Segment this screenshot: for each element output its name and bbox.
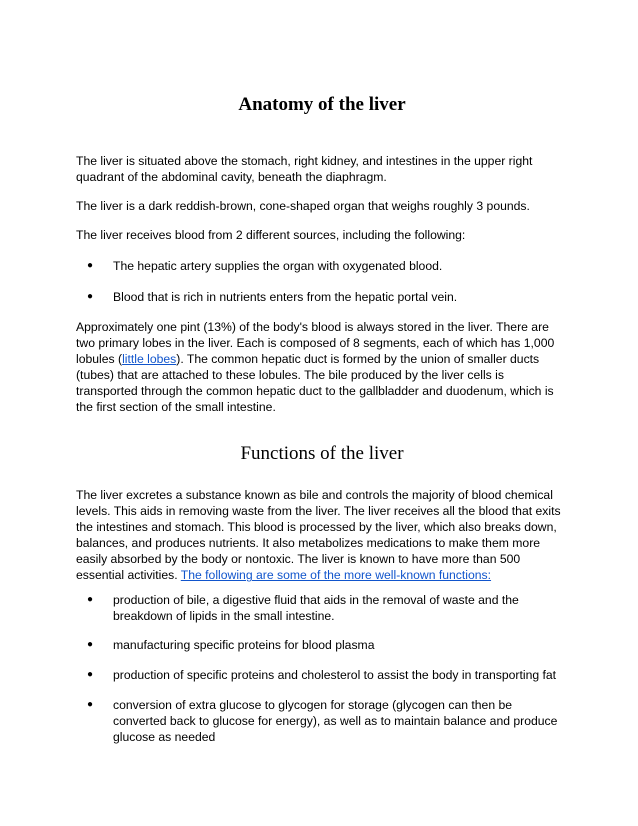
- bullet-list-functions-3: [76, 667, 568, 683]
- list-item-text: The hepatic artery supplies the organ with oxygenated blood.: [113, 259, 443, 273]
- text-run: ). The common hepatic duct is formed by the union of smaller ducts (tubes) that are attached to these lobules. The bile produced by the liver cells is transported through the common hepatic duct to the gallbladder and duodenum, which is the first section of the small intestine.: [76, 352, 554, 415]
- list-item-text: conversion of extra glucose to glycogen for storage (glycogen can then be converted back to glucose for energy), as well as to maintain balance and produce glucose as needed: [113, 698, 558, 745]
- bullet-list-functions-4: [76, 697, 568, 745]
- heading-anatomy: Anatomy of the liver: [238, 94, 406, 115]
- bullet-icon: ●: [87, 669, 94, 680]
- bullet-icon: ●: [87, 639, 94, 650]
- list-item-text: Blood that is rich in nutrients enters from the hepatic portal vein.: [113, 290, 458, 304]
- bullet-list-blood-sources-2: [76, 289, 568, 305]
- list-item-text: production of specific proteins and cholesterol to assist the body in transporting fat: [113, 668, 557, 682]
- bullet-icon: ●: [87, 594, 94, 605]
- paragraph-text: The liver receives blood from 2 different sources, including the following:: [76, 228, 466, 242]
- list-item: [76, 592, 568, 624]
- list-item-text: production of bile, a digestive fluid that aids in the removal of waste and the breakdown of lipids in the small intestine.: [113, 593, 519, 624]
- text-run: Approximately one pint (13%) of the body's blood is always stored in the liver. There are two primary lobes in the liver. Each is composed of 8 segments, each of which has 1,000 lobules (: [76, 320, 555, 367]
- bullet-icon: ●: [87, 291, 94, 302]
- list-item: [76, 697, 568, 745]
- bullet-icon: ●: [87, 260, 94, 271]
- paragraph-text: [76, 319, 568, 416]
- bullet-list-blood-sources: [76, 258, 568, 274]
- list-item: [76, 637, 568, 653]
- paragraph-location: [76, 153, 568, 185]
- paragraph-appearance: [76, 198, 568, 214]
- paragraph-text: The liver is situated above the stomach, right kidney, and intestines in the upper right quadrant of the abdominal cavity, beneath the diaphragm.: [76, 154, 533, 185]
- link-well-known-functions[interactable]: The following are some of the more well-known functions:: [180, 568, 492, 583]
- paragraph-functions: [76, 487, 568, 584]
- link-little-lobes[interactable]: little lobes: [122, 352, 177, 367]
- paragraph-lobes: [76, 319, 568, 416]
- bullet-icon: ●: [87, 699, 94, 710]
- text-run: The liver excretes a substance known as bile and controls the majority of blood chemical levels. This aids in removing waste from the liver. The liver receives all the blood that exits the intestines and stomach. This blood is processed by the liver, which also breaks down, balances, and produces nutrients. It also metabolizes medications to make them more easily absorbed by the body or nontoxic. The liver is known to have more than 500 essential activities.: [76, 488, 561, 583]
- paragraph-blood-sources: [76, 227, 568, 243]
- list-item: [76, 289, 568, 305]
- paragraph-text: The liver is a dark reddish-brown, cone-shaped organ that weighs roughly 3 pounds.: [76, 199, 530, 213]
- bullet-list-functions-2: [76, 637, 568, 653]
- list-item: [76, 667, 568, 683]
- heading-functions: Functions of the liver: [240, 443, 404, 464]
- paragraph-text: [76, 487, 568, 584]
- list-item-text: manufacturing specific proteins for blood plasma: [113, 638, 375, 652]
- bullet-list-functions-1: [76, 592, 568, 624]
- list-item: [76, 258, 568, 274]
